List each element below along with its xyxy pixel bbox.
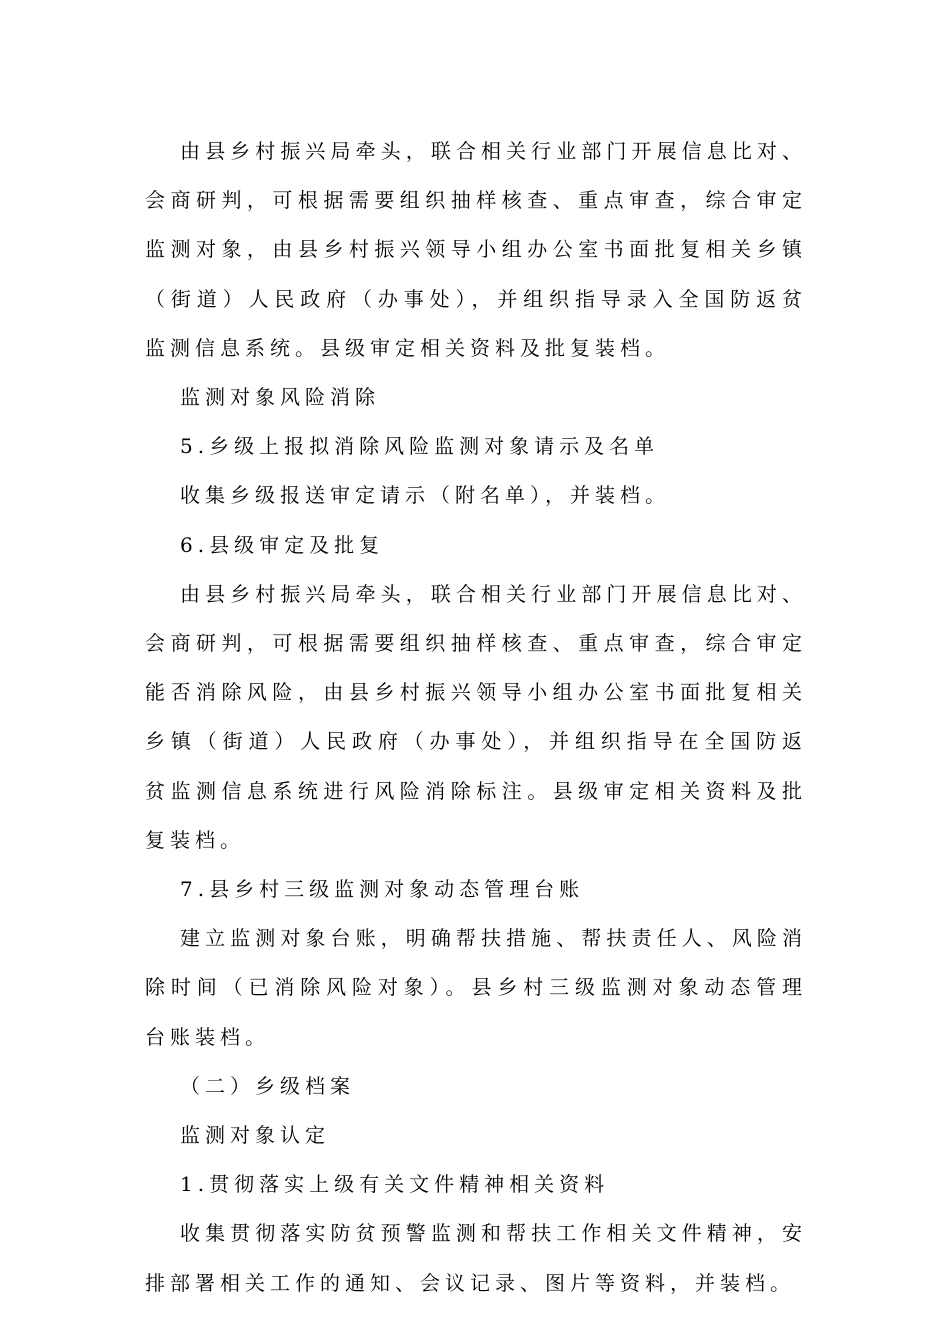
paragraph-item-5: 收集乡级报送审定请示（附名单），并装档。 [180,483,670,508]
heading-item-7: 7.县乡村三级监测对象动态管理台账 [180,877,585,902]
paragraph-county-review-identification: 由县乡村振兴局牵头，联合相关行业部门开展信息比对、会商研判，可根据需要组织抽样核查、重点审查，综合审定监测对象，由县乡村振兴领导小组办公室书面批复相关乡镇（街道）人民政府（办事处），并组织指导录入全国防返贫监测信息系统。县级审定相关资料及批复装档。 [145,139,807,360]
heading-item-5: 5.乡级上报拟消除风险监测对象请示及名单 [180,434,660,459]
document-page [145,127,807,1308]
heading-item-6: 6.县级审定及批复 [180,532,385,557]
heading-township-archives: （二）乡级档案 [180,1073,355,1098]
heading-monitoring-identification: 监测对象认定 [180,1123,330,1148]
paragraph-item-1: 收集贯彻落实防贫预警监测和帮扶工作相关文件精神，安排部署相关工作的通知、会议记录、图片等资料，并装档。 [145,1221,807,1295]
paragraph-item-7: 建立监测对象台账，明确帮扶措施、帮扶责任人、风险消除时间（已消除风险对象）。县乡村三级监测对象动态管理台账装档。 [145,926,807,1049]
paragraph-item-6: 由县乡村振兴局牵头，联合相关行业部门开展信息比对、会商研判，可根据需要组织抽样核查、重点审查，综合审定能否消除风险，由县乡村振兴领导小组办公室书面批复相关乡镇（街道）人民政府（办事处），并组织指导在全国防返贫监测信息系统进行风险消除标注。县级审定相关资料及批复装档。 [145,581,807,852]
heading-risk-elimination: 监测对象风险消除 [180,385,380,410]
heading-item-1: 1.贯彻落实上级有关文件精神相关资料 [180,1172,610,1197]
